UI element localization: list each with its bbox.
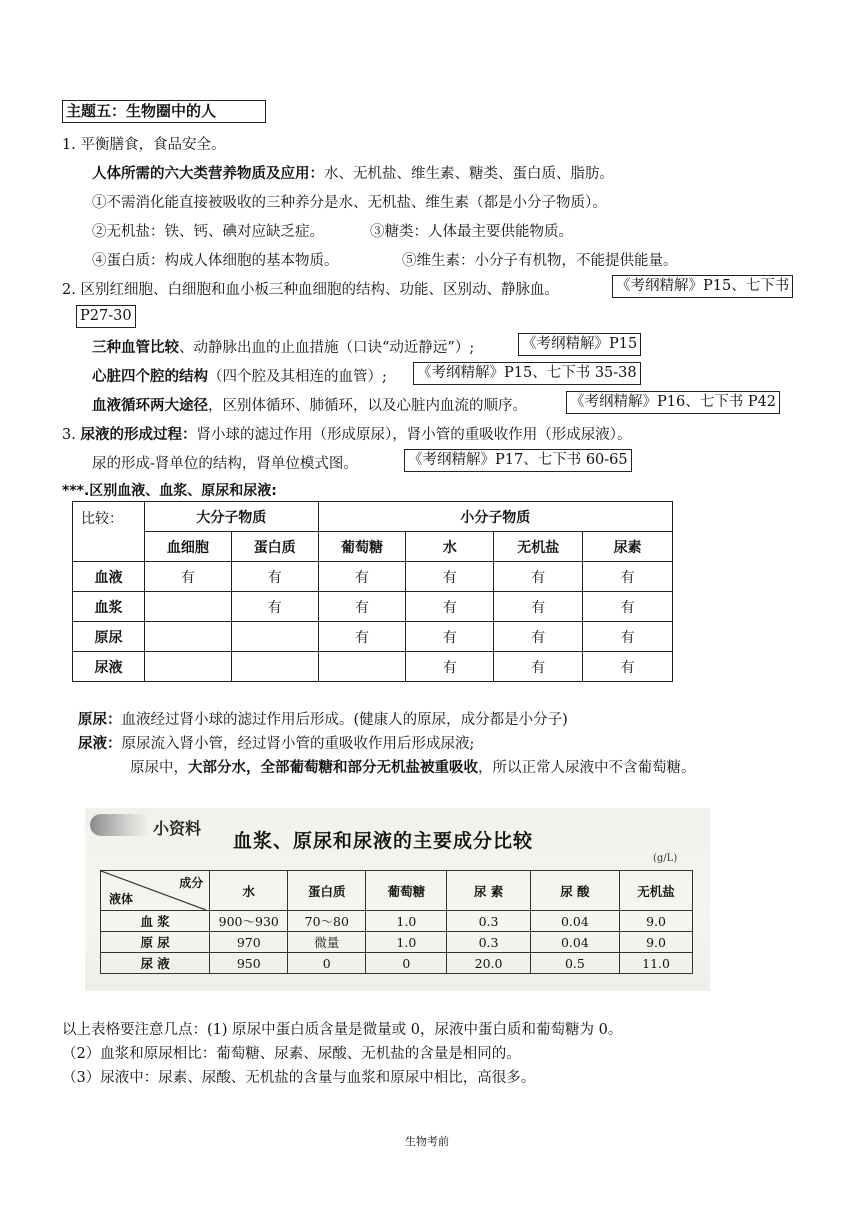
table-cell: 0 [366,953,447,974]
column-header: 蛋白质 [288,871,366,911]
table-cell: 有 [318,622,406,652]
photo-unit: (g/L) [653,853,678,864]
table-cell: 有 [494,652,583,682]
table-cell: 0.5 [530,953,619,974]
reference-box-5: 《考纲精解》P17、七下书 60-65 [404,449,632,472]
reabsorb-note [130,756,696,777]
group-large-header: 大分子物质 [144,502,318,532]
nutrients-bold: 人体所需的六大类营养物质及应用： [92,165,324,182]
table-cell [144,652,231,682]
corner-bottom: 液体 [109,892,134,906]
table-cell: 0.04 [530,911,619,932]
section-1-heading: 1. 平衡膳食，食品安全。 [62,137,226,153]
table-cell: 有 [583,652,673,682]
table-cell: 950 [210,953,288,974]
table-cell [144,592,231,622]
row-header: 血浆 [73,592,145,622]
table-cell: 有 [583,622,673,652]
note-tag-icon [90,814,148,836]
reabsorb-c: ，所以正常人尿液中不含葡萄糖。 [478,760,696,776]
table-cell: 11.0 [620,953,693,974]
table-cell: 有 [406,652,494,682]
nutrients-rest: 水、无机盐、维生素、糖类、蛋白质、脂肪。 [324,166,614,182]
table-cell: 有 [494,592,583,622]
row-header: 血液 [73,562,145,592]
photo-title: 血浆、原尿和尿液的主要成分比较 [233,830,534,852]
table-row [101,953,693,974]
column-header: 尿素 [583,532,673,562]
table-cell: 有 [583,562,673,592]
table-cell: 20.0 [447,953,530,974]
row-header: 血 浆 [101,911,210,932]
table-cell: 有 [231,592,318,622]
table-row [73,532,673,562]
vessel-rest: 、动静脉出血的止血措施（口诀“动近静远”）; [179,340,475,356]
compare-heading: ***.区别血液、血浆、原尿和尿液: [62,483,277,499]
nutrient-item-1: ①不需消化能直接被吸收的三种养分是水、无机盐、维生素（都是小分子物质）。 [92,195,607,211]
table-cell: 有 [318,562,406,592]
reference-box-1a: 《考纲精解》P15、七下书 [612,275,793,298]
table-cell: 有 [494,562,583,592]
table-row [73,562,673,592]
reference-box-4: 《考纲精解》P16、七下书 P42 [566,391,780,414]
table-row [73,502,673,532]
reference-photo [85,808,710,991]
niao-label: 尿液： [78,736,122,752]
nutrient-item-3b: ⑤维生素：小分子有机物，不能提供能量。 [402,253,678,269]
table-row [73,592,673,622]
table-cell: 有 [406,562,494,592]
section-2-heading: 2. 区别红细胞、白细胞和血小板三种血细胞的结构、功能、区别动、静脉血。 [62,282,559,298]
table-cell: 有 [144,562,231,592]
table-cell: 9.0 [620,932,693,953]
heart-rest: （四个腔及其相连的血管）; [208,369,387,385]
column-header: 无机盐 [620,871,693,911]
yuan-label: 原尿： [78,712,122,728]
reference-box-3: 《考纲精解》P15、七下书 35-38 [413,362,641,385]
table-row [101,932,693,953]
circulation-rest: ，区别体循环、肺循环，以及心脏内血流的顺序。 [208,398,527,414]
nutrient-item-3a: ④蛋白质：构成人体细胞的基本物质。 [92,253,339,269]
table-cell: 70～80 [288,911,366,932]
column-header: 葡萄糖 [318,532,406,562]
table-cell: 有 [406,622,494,652]
nutrients-line [92,162,614,183]
table-row [73,622,673,652]
table-row [73,652,673,682]
section-3-bold: 尿液的形成过程： [80,426,197,443]
table-cell [318,652,406,682]
table-cell: 有 [583,592,673,622]
table-cell: 9.0 [620,911,693,932]
nutrient-item-2b: ③糖类：人体最主要供能物质。 [370,224,573,240]
corner-top: 成分 [179,876,204,890]
section-3-num: 3. [62,427,81,443]
table-row [101,871,693,911]
reabsorb-a: 原尿中， [130,760,188,776]
column-header: 血细胞 [144,532,231,562]
row-header: 原 尿 [101,932,210,953]
reabsorb-bold: 大部分水，全部葡萄糖和部分无机盐被重吸收 [188,760,478,776]
row-header: 尿 液 [101,953,210,974]
reference-box-1b: P27-30 [76,305,136,328]
table-cell: 0.04 [530,932,619,953]
column-header: 无机盐 [494,532,583,562]
table-cell: 0.3 [447,911,530,932]
yuan-text: 血液经过肾小球的滤过作用后形成。(健康人的原尿，成分都是小分子) [121,712,568,728]
nutrient-item-2a: ②无机盐：铁、钙、碘对应缺乏症。 [92,224,324,240]
table-cell: 900～930 [210,911,288,932]
table-cell: 0.3 [447,932,530,953]
table-cell: 有 [318,592,406,622]
table-cell: 1.0 [366,932,447,953]
table-cell: 微量 [288,932,366,953]
column-header: 水 [210,871,288,911]
niao-note [78,732,474,753]
table-cell [144,622,231,652]
column-header: 尿 素 [447,871,530,911]
topic-title: 主题五：生物圈中的人 [62,100,266,123]
table-cell: 有 [494,622,583,652]
table-cell [231,652,318,682]
reference-box-2: 《考纲精解》P15 [518,333,641,356]
table-cell: 有 [406,592,494,622]
table-row [101,911,693,932]
table-cell: 1.0 [366,911,447,932]
summary-line-3: （3）尿液中：尿素、尿酸、无机盐的含量与血浆和原尿中相比，高很多。 [62,1070,536,1086]
table-corner: 比较： [73,502,145,562]
section-3-rest: 肾小球的滤过作用（形成原尿），肾小管的重吸收作用（形成尿液）。 [196,427,632,443]
column-header: 水 [406,532,494,562]
column-header: 蛋白质 [231,532,318,562]
page-footer: 生物考前 [405,1135,449,1148]
table-cell [231,622,318,652]
column-header: 尿 酸 [530,871,619,911]
table-cell: 有 [231,562,318,592]
summary-line-2: （2）血浆和原尿相比：葡萄糖、尿素、尿酸、无机盐的含量是相同的。 [62,1046,521,1062]
photo-corner [101,871,210,911]
niao-text: 原尿流入肾小管，经过肾小管的重吸收作用后形成尿液; [121,736,475,752]
circulation-line [92,394,527,415]
kidney-line: 尿的形成-肾单位的结构，肾单位模式图。 [92,456,358,472]
yuan-note [78,708,568,729]
photo-table [100,870,693,974]
compare-table [72,501,673,682]
summary-line-1: 以上表格要注意几点：(1) 原尿中蛋白质含量是微量或 0，尿液中蛋白质和葡萄糖为 0。 [62,1022,623,1038]
heart-line [92,365,387,386]
table-cell: 970 [210,932,288,953]
photo-tag: 小资料 [153,819,202,838]
vessel-line [92,336,474,357]
circulation-bold: 血液循环两大途径 [92,397,208,414]
group-small-header: 小分子物质 [318,502,672,532]
row-header: 原尿 [73,622,145,652]
column-header: 葡萄糖 [366,871,447,911]
table-cell: 0 [288,953,366,974]
section-3-heading [62,423,631,444]
row-header: 尿液 [73,652,145,682]
heart-bold: 心脏四个腔的结构 [92,368,208,385]
vessel-bold: 三种血管比较 [92,339,179,356]
